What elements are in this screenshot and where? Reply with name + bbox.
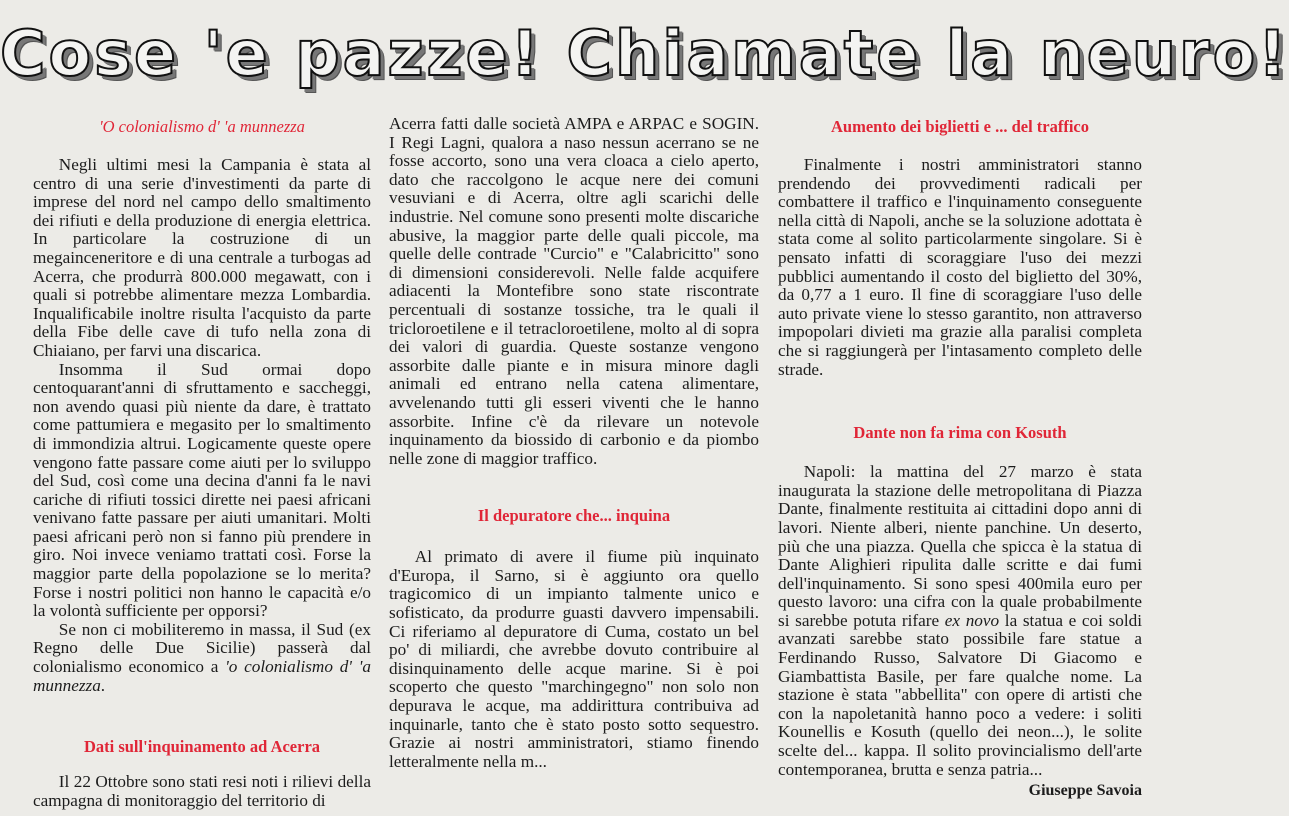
paragraph: Insomma il Sud ormai dopo centoquarant'anni di sfruttamento e saccheggi, non avendo quasi più niente da dare, è trattato come pattumiera e megasito per lo smaltimento di immondizia altrui. Logicamente queste opere vengono fatte passare come aiuti per lo sviluppo del Sud, così come una decina d'anni fa le navi cariche di rifiuti tossici dirette nei paesi africani venivano fatte passare per aiuti umanitari. Molti paesi africani però non si fanno più prendere in giro. Noi invece veniamo trattati così. Forse la maggior parte della popolazione se lo merita? Forse i nostri politici non hanno le capacità e/o la volontà sufficiente per opporsi? [33,359,371,621]
text-run: Napoli: la mattina del 27 marzo è stata inaugurata la stazione delle metropolitana di Piazza Dante, finalmente restituita ai cittadini dopo anni di lavori. Niente alberi, niente panchine. Un deserto, più che una piazza. Quella che spicca è la statua di Dante Alighieri ripulita dalle scritte e dai fumi dell'inquinamento. Si sono spesi 400mila euro per questo lavoro: una cifra con la quale probabilmente si sarebbe potuta rifare [778,462,1142,630]
column-1 [33,115,371,810]
section-heading: Il depuratore che... inquina [477,506,671,526]
section-heading: Aumento dei biglietti e ... del traffico [831,117,1089,136]
paragraph: Finalmente i nostri amministratori stanno prendendo dei provvedimenti radicali per combattere il traffico e l'inquinamento conseguente nella città di Napoli, anche se la soluzione adottata è stata come al solito particolarmente singolare. Si è pensato infatti di scoraggiare l'uso dei mezzi pubblici aumentando il costo del biglietto del 30%, da 0,77 a 1 euro. Il fine di scoraggiare l'uso delle auto private viene lo stesso garantito, non attraverso impopolari divieti ma grazie alla paralisi completa che si raggiungerà per l'intasamento completo delle strade. [778,155,1142,379]
text-run: la statua e coi soldi avanzati sarebbe stato possibile fare statue a Ferdinando Russo, Salvatore Di Giacomo e Giambattista Basile, per fare qualche nome. La stazione è stata "abbellita" con opere di artisti che con la napoletanità hanno poco a vedere: i soliti Kounellis e Kosuth (quello dei neon...), le solite scelte del... kappa. Il solito provincialismo dell'arte contemporanea, brutta e senza patria... [778,610,1142,779]
section-heading: Dati sull'inquinamento ad Acerra [83,737,321,757]
column-2 [389,115,759,771]
paragraph [778,463,1142,779]
section-heading: 'O colonialismo d' 'a munnezza [99,117,305,136]
text-run-italic: 'o colonialismo d' 'a munnezza [33,657,371,695]
paragraph: Negli ultimi mesi la Campania è stata al centro di una serie d'investimenti da parte di imprese del nord nel campo dello smaltimento dei rifiuti e della produzione di energia elettrica. In particolare la costruzione di un megainceneritore e di una centrale a turbogas ad Acerra, che produrrà 800.000 megawatt, con i quali si potrebbe alimentare mezza Lombardia. Inqualificabile inoltre risulta l'acquisto da parte della Fibe delle cave di tufo nella zona di Chiaiano, per farvi una discarica. [33,155,371,360]
paragraph: Il 22 Ottobre sono stati resi noti i rilievi della campagna di monitoraggio del territorio di [33,772,371,810]
paragraph: Al primato di avere il fiume più inquinato d'Europa, il Sarno, si è aggiunto ora quello tragicomico di un impianto talmente unico e sofisticato, da produrre guasti davvero impensabili. Ci riferiamo al depuratore di Cuma, costato un bel po' di miliardi, che avrebbe dovuto contribuire al disinquinamento delle acque marine. Si è poi scoperto che questo "marchingegno" non solo non depurava le acque, ma addirittura contribuiva ad inquinarle, tanto che è stato posto sotto sequestro. Grazie ai nostri amministratori, stiamo finendo letteralmente nella m... [389,547,759,771]
headline: Cose 'e pazze! Chiamate la neuro! [0,17,1289,90]
column-3 [778,115,1142,801]
text-run: . [100,675,106,695]
author-signature: Giuseppe Savoia [1028,782,1142,800]
paragraph: Acerra fatti dalle società AMPA e ARPAC e SOGIN. I Regi Lagni, qualora a naso nessun acerrano se ne fosse accorto, sono una vera cloaca a cielo aperto, dato che raccolgono le acque nere dei comuni vesuviani e di Acerra, oltre agli scarichi delle industrie. Nel comune sono presenti molte discariche abusive, la maggior parte delle quali piccole, ma quelle delle contrade "Curcio" e "Calabricitto" sono di dimensioni considerevoli. Nelle falde acquifere adiacenti la Montefibre sono state riscontrate percentuali di sostanze tossiche, tra le quali il tricloroetilene e il tetracloroetilene, molto al di sopra dei valori di guardia. Queste sostanze vengono assorbite dalle piante e in misura minore dagli animali ed entrano nella catena alimentare, avvelenando tutti gli esseri viventi che le hanno assorbite. Infine c'è da rilevare un notevole inquinamento da biossido di carbonio e da piombo nelle zone di maggior traffico. [389,114,759,468]
text-run: Se non ci mobiliteremo in massa, il Sud (ex Regno delle Due Sicilie) passerà dal colonialismo economico a [33,619,371,677]
text-run-italic: ex novo [944,610,1000,630]
paragraph [33,621,371,695]
section-heading: Dante non fa rima con Kosuth [853,423,1067,443]
